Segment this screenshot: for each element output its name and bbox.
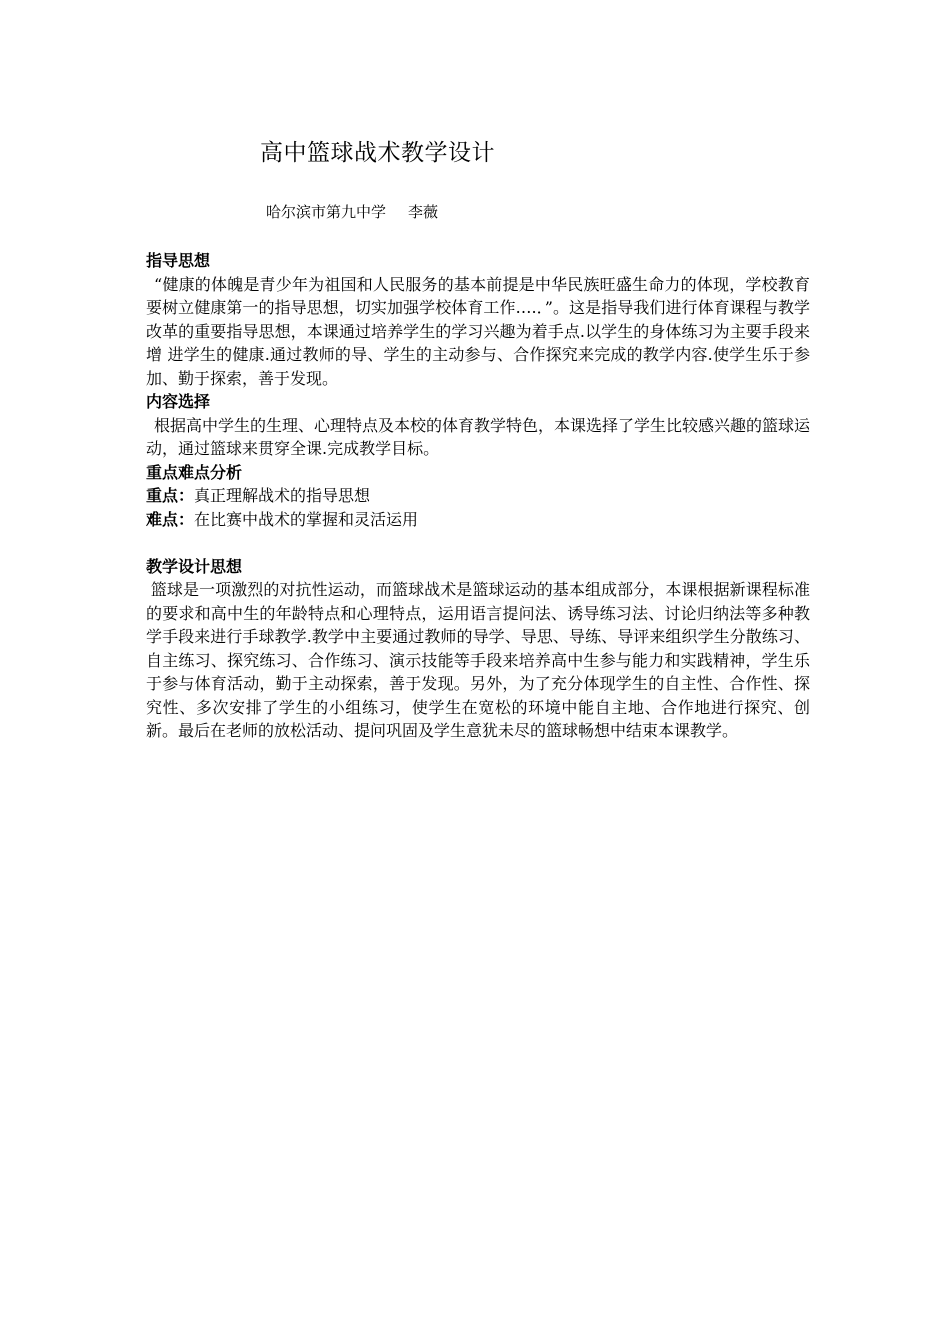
key-point-text: 真正理解战术的指导思想 bbox=[194, 486, 371, 505]
key-point-line bbox=[146, 484, 810, 508]
document-body bbox=[146, 249, 810, 743]
document-title: 高中篮球战术教学设计 bbox=[260, 140, 495, 166]
section-heading-design: 教学设计思想 bbox=[146, 556, 243, 576]
section-heading-guiding: 指导思想 bbox=[146, 251, 211, 270]
section-text-guiding: “健康的体魄是青少年为祖国和人民服务的基本前提是中华民族旺盛生命力的体现，学校教育要树立健康第一的指导思想，切实加强学校体育工作….．”。这是指导我们进行体育课程与教学改革的重要指导思想，本课通过培养学生的学习兴趣为着手点.以学生的身体练习为主要手段来增 进学生的健康.通过教师的导、学生的主动参与、合作探究来完成的教学内容.使学生乐于参加、勤于探索，善于发现。 bbox=[146, 274, 810, 388]
difficult-point-text: 在比赛中战术的掌握和灵活运用 bbox=[194, 509, 419, 529]
section-spacer bbox=[146, 531, 810, 555]
section-text-content: 根据高中学生的生理、心理特点及本校的体育教学特色，本课选择了学生比较感兴趣的篮球运动，通过篮球来贯穿全课.完成教学目标。 bbox=[146, 415, 811, 458]
author-school: 哈尔滨市第九中学 bbox=[266, 203, 387, 221]
author-name: 李薇 bbox=[408, 203, 439, 221]
section-heading-content: 内容选择 bbox=[146, 392, 211, 411]
key-point-label: 重点： bbox=[146, 486, 195, 505]
author-line bbox=[266, 201, 438, 222]
section-heading-key-points: 重点难点分析 bbox=[146, 462, 243, 482]
difficult-point-line bbox=[146, 508, 810, 532]
section-text-design: 篮球是一项激烈的对抗性运动，而篮球战术是篮球运动的基本组成部分，本课根据新课程标准的要求和高中生的年龄特点和心理特点，运用语言提问法、诱导练习法、讨论归纳法等多种教学手段来进行手球教学.教学中主要通过教师的导学、导思、导练、导评来组织学生分散练习、自主练习、探究练习、合作练习、演示技能等手段来培养高中生参与能力和实践精神，学生乐于参与体育活动，勤于主动探索，善于发现。另外，为了充分体现学生的自主性、合作性、探究性、多次安排了学生的小组练习，使学生在宽松的环境中能自主地、合作地进行探究、创新。最后在老师的放松活动、提问巩固及学生意犹未尽的篮球畅想中结束本课教学。 bbox=[146, 580, 810, 740]
difficult-point-label: 难点： bbox=[146, 509, 195, 529]
